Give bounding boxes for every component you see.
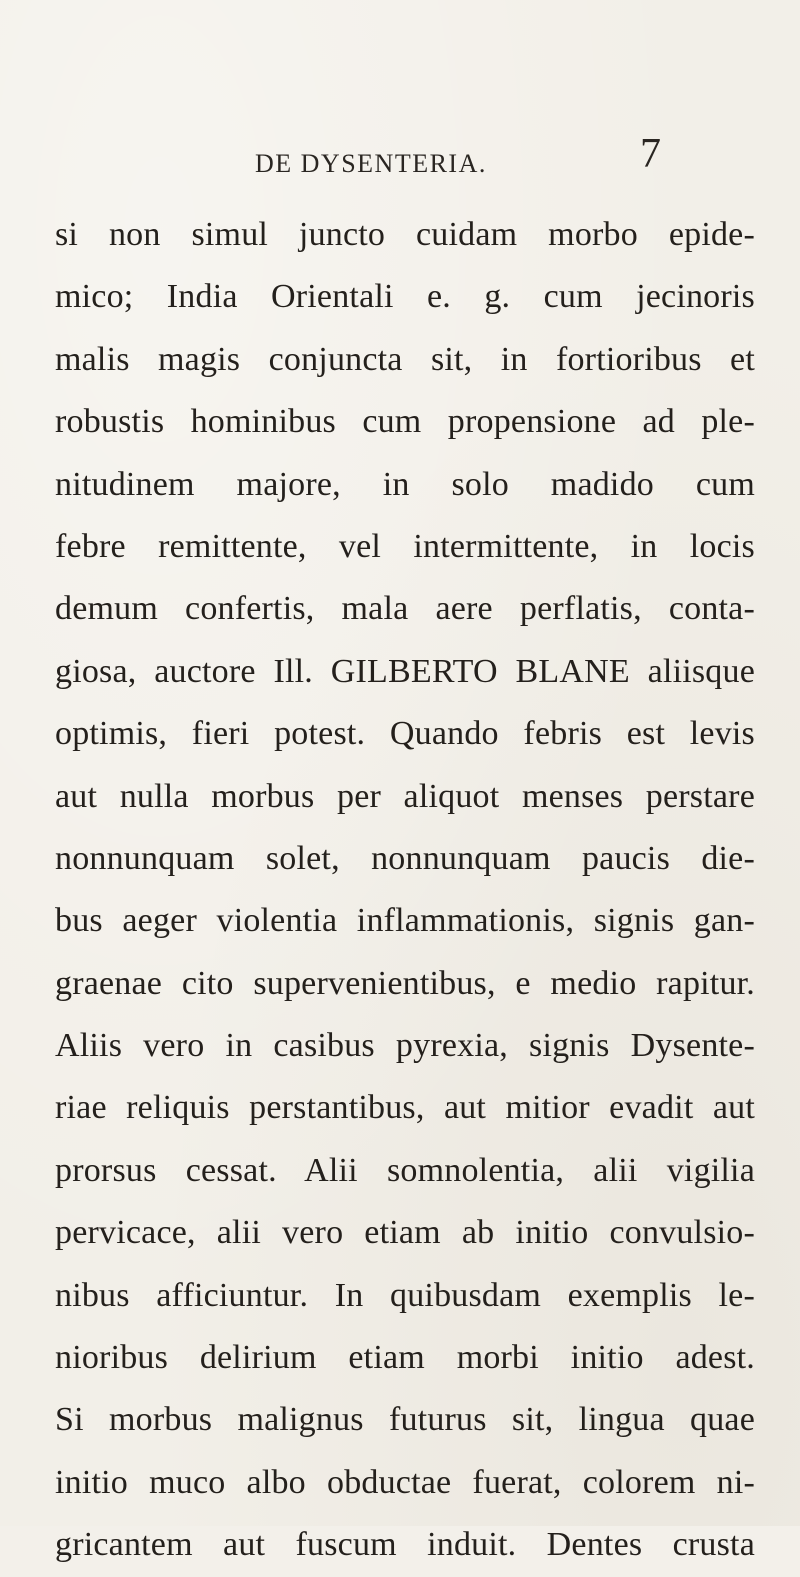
running-head-title: DE DYSENTERIA.	[255, 149, 487, 178]
text-line: demum confertis, mala aere perflatis, conta-	[55, 590, 755, 628]
text-line: Si morbus malignus futurus sit, lingua quae	[55, 1401, 755, 1439]
text-line: optimis, fieri potest. Quando febris est levis	[55, 715, 755, 753]
text-line: giosa, auctore Ill. GILBERTO BLANE aliisque	[55, 652, 755, 690]
body-text	[55, 204, 755, 1577]
text-line: mico; India Orientali e. g. cum jecinoris	[55, 278, 755, 316]
text-line: Aliis vero in casibus pyrexia, signis Dysente-	[55, 1027, 755, 1065]
page-number: 7	[640, 131, 661, 177]
text-line: pervicace, alii vero etiam ab initio convulsio-	[55, 1214, 755, 1252]
text-line: riae reliquis perstantibus, aut mitior evadit aut	[55, 1089, 755, 1127]
text-line: si non simul juncto cuidam morbo epide-	[55, 216, 755, 253]
text-line: malis magis conjuncta sit, in fortioribus et	[55, 340, 755, 378]
text-line: nitudinem majore, in solo madido cum	[55, 465, 755, 503]
text-line: robustis hominibus cum propensione ad ple-	[55, 403, 755, 441]
text-line: febre remittente, vel intermittente, in locis	[55, 527, 755, 565]
text-line: nioribus delirium etiam morbi initio adest.	[55, 1339, 755, 1377]
text-line: bus aeger violentia inflammationis, signis gan-	[55, 902, 755, 940]
text-line: prorsus cessat. Alii somnolentia, alii vigilia	[55, 1151, 755, 1189]
text-line: aut nulla morbus per aliquot menses perstare	[55, 777, 755, 815]
text-line: initio muco albo obductae fuerat, colorem ni-	[55, 1463, 755, 1501]
text-line: nonnunquam solet, nonnunquam paucis die-	[55, 839, 755, 877]
text-line: nibus afficiuntur. In quibusdam exemplis le-	[55, 1276, 755, 1314]
running-head	[0, 131, 800, 184]
text-line: gricantem aut fuscum induit. Dentes crusta	[55, 1526, 755, 1564]
text-line: graenae cito supervenientibus, e medio rapitur.	[55, 964, 755, 1002]
